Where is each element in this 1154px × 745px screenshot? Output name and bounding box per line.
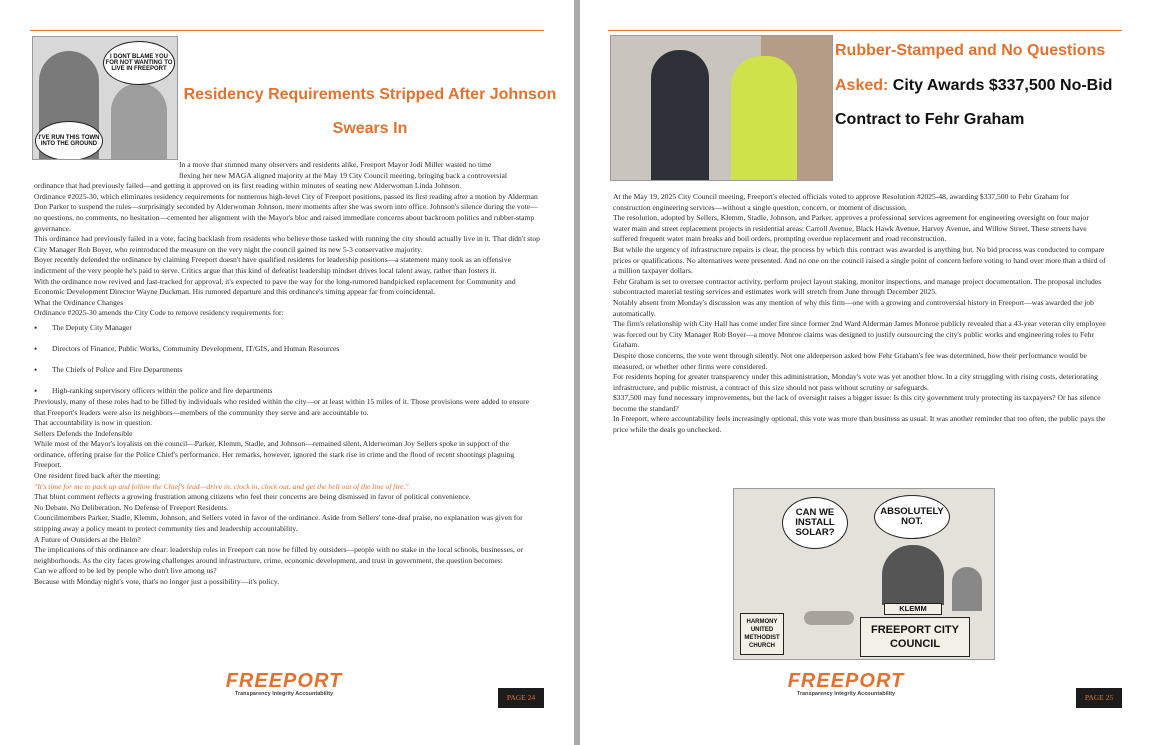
paragraph: Previously, many of these roles had to be filled by individuals who resided within the city—or at least within 15 miles of it. Those provisions were added to ensure that Freeport's leaders were also its neighbors—members of the community they serve and are accountable to. <box>34 396 529 417</box>
paragraph: One resident fired back after the meeting: <box>34 471 161 481</box>
subheading: What the Ordinance Changes <box>34 297 124 307</box>
paragraph: Councilmembers Parker, Stadle, Klemm, Johnson, and Sellers voted in favor of the ordinance. Aside from Sellers' tone-deaf praise, no explanation was given for stripping away a policy meant to protect community ties and leadership accountability. <box>34 513 523 534</box>
photo-officials-walking <box>610 35 833 181</box>
paragraph: ordinance that had previously failed—and getting it approved on its first reading within minutes of seating new Alderwoman Linda Johnson. <box>34 181 462 191</box>
man-in-safety-vest-figure <box>731 56 797 181</box>
paragraph: That blunt comment reflects a growing frustration among citizens who feel their concerns are being dismissed in favor of political convenience. <box>34 492 471 502</box>
list-item: • Directors of Finance, Public Works, Community Development, IT/GIS, and Human Resources <box>34 344 540 365</box>
article-body-residency <box>34 160 540 588</box>
paragraph: The resolution, adopted by Sellers, Klemm, Stadle, Johnson, and Parker, approves a professional services agreement for engineering oversight on four major water main and street replacement projects in residential areas: Carroll Avenue, Black Hawk Avenue, Harvey Avenue, and Willow Street. These streets have suffered frequent water main breaks and boil orders, prompting overdue replacement and road reconstruction. <box>613 213 1089 244</box>
bullet-list <box>34 323 540 397</box>
top-rule <box>608 30 1122 31</box>
paragraph: In a move that stunned many observers and residents alike, Freeport Mayor Jodi Miller wasted no time <box>179 160 492 169</box>
paragraph: While most of the Mayor's loyalists on the council—Parker, Klemm, Stadle, and Johnson—remained silent, Alderwoman Joy Sellers spoke in support of the ordinance, offering praise for the Police Chief's performance. Her remarks, however, ignored the stark rise in crime and the flood of recent shootings plaguing Freeport. <box>34 439 515 470</box>
paragraph: $337,500 may fund necessary improvements, but the lack of oversight raises a bigger issue: Is this city government truly protecting its taxpayers? Or has silence become the standard? <box>613 393 1101 413</box>
speech-bubble-top: I DONT BLAME YOU FOR NOT WANTING TO LIVE IN FREEPORT <box>103 41 175 85</box>
list-item: • High-ranking supervisory officers within the police and fire departments <box>34 386 540 397</box>
woman-figure <box>952 567 982 611</box>
paragraph: flexing her new MAGA aligned majority at the May 19 City Council meeting, bringing back a controversial <box>179 170 507 180</box>
paragraph: With the ordinance now revived and fast-tracked for approval, it's expected to pave the way for the long-rumored handpicked replacement for Community and Economic Development Director Wayne Duckman. His rumored departure and this ordinance's timing appear far from coincidental. <box>34 276 516 297</box>
page-25 <box>580 0 1154 745</box>
resident-arm <box>804 611 854 625</box>
page-number-badge: PAGE 24 <box>498 688 544 708</box>
paragraph: This ordinance had previously failed in a vote, facing backlash from residents who believe those tasked with running the city should actually live in it. That didn't stop City Manager Rob Boyer, who reintroduced the measure on the very night the council gained its new 5-3 conservative majority. <box>34 234 540 254</box>
logo-wordmark: FREEPORT <box>225 670 343 692</box>
paragraph: Notably absent from Monday's discussion was any mention of why this firm—one with a growing and controversial history in Freeport—was awarded the job automatically. <box>613 297 1094 318</box>
page-number-badge: PAGE 25 <box>1076 688 1122 708</box>
list-item: • The Deputy City Manager <box>34 323 540 344</box>
paragraph: Despite those concerns, the vote went through silently. Not one alderperson asked how Fehr Graham's fee was determined, how their performance would be measured, or whether other firms were considered. <box>613 350 1087 371</box>
church-sign: HARMONY UNITED METHODIST CHURCH <box>740 613 784 655</box>
top-rule <box>30 30 544 31</box>
article-body-contract <box>613 192 1107 436</box>
speech-bubble-solar: CAN WE INSTALL SOLAR? <box>782 497 848 549</box>
paragraph: For residents hoping for greater transparency under this administration, Monday's vote was yet another blow. In a city struggling with rising costs, deteriorating infrastructure, and public mistrust, a contract of this size should not pass without scrutiny or safeguards. <box>613 372 1098 392</box>
paragraph: The implications of this ordinance are clear: leadership roles in Freeport can now be filled by outsiders—people with no stake in the local schools, businesses, or neighborhoods. As the city faces growing challenges around infrastructure, crime, economic development, and trust in government, the question becomes: <box>34 545 524 565</box>
paragraph: The firm's relationship with City Hall has come under fire since former 2nd Ward Alderman James Monroe publicly revealed that a 43-year veteran city employee was forced out by City Manager Rob Boyer—a move Monroe claims was designed to justify outsourcing the city's public works and engineering roles to Fehr Graham. <box>613 319 1106 350</box>
subheading: No Debate. No Deliberation. No Defense of Freeport Residents. <box>34 502 229 512</box>
paragraph: At the May 19, 2025 City Council meeting, Freeport's elected officials voted to approve Resolution #2025-48, awarding $337,500 to Fehr Graham for construction engineering services—without a single question, concern, or moment of discussion. <box>613 192 1070 212</box>
logo-wordmark: FREEPORT <box>787 670 905 692</box>
headline-highlight: Rubber-Stamped and No Questions Asked: <box>835 42 1106 94</box>
paragraph: In Freeport, where accountability feels increasingly optional, this vote was more than business as usual. It was another reminder that too often, the public pays the price while the deals go unchecked. <box>613 414 1106 435</box>
headline-rest: City Awards $337,500 No-Bid Contract to Fehr Graham <box>835 76 1113 128</box>
klemm-nameplate: KLEMM <box>884 603 942 615</box>
logo-tagline: Transparency Integrity Accountability <box>796 691 896 697</box>
mayor-figure <box>111 83 167 160</box>
freeport-logo <box>776 670 916 697</box>
paragraph: Can we afford to be led by people who don't live among us? <box>34 566 217 576</box>
editorial-cartoon-solar <box>733 488 995 660</box>
subheading: A Future of Outsiders at the Helm? <box>34 534 141 544</box>
man-in-suit-figure <box>651 50 709 181</box>
page-24 <box>0 0 574 745</box>
headline-no-bid-contract <box>835 34 1125 138</box>
logo-tagline: Transparency Integrity Accountability <box>234 691 334 697</box>
editorial-cartoon-residency <box>32 36 178 160</box>
list-item: • The Chiefs of Police and Fire Departments <box>34 365 540 386</box>
paragraph: Fehr Graham is set to oversee contractor activity, perform project layout staking, monitor inspections, and manage project documentation. The proposal includes subcontracted material testing services and estimates work will stretch from June through December 2025. <box>613 276 1102 297</box>
resident-quote: "It's time for me to pack up and follow the Chief's lead—drive in, clock in, clock out, and get the hell out of the line of fire." <box>34 481 409 491</box>
headline-residency: Residency Requirements Stripped After Johnson Swears In <box>183 86 557 137</box>
paragraph: Ordinance #2025-30, which eliminates residency requirements for numerous high-level City of Freeport positions, passed its first reading after a motion by Alderman Don Parker to suspend the rules—surprisingly seconded by Alderwoman Johnson, mere moments after she was sworn into office. Johnson's silence during the vote—no questions, no comments, no hesitation—cemented her alignment with the Mayor's bloc and raised immediate concerns about backroom politics and rubber-stamp governance. <box>34 191 538 233</box>
council-desk-sign: FREEPORT CITY COUNCIL <box>860 617 970 657</box>
council-member-figure <box>882 545 944 605</box>
freeport-logo <box>214 670 354 697</box>
paragraph: That accountability is now in question. <box>34 418 153 428</box>
subheading: Sellers Defends the Indefensible <box>34 428 133 438</box>
speech-bubble-bottom: I'VE RUN THIS TOWN INTO THE GROUND <box>35 121 103 160</box>
paragraph: Ordinance #2025-30 amends the City Code to remove residency requirements for: <box>34 308 284 318</box>
paragraph: Because with Monday night's vote, that's no longer just a possibility—it's policy. <box>34 577 280 586</box>
paragraph: Boyer recently defended the ordinance by claiming Freeport doesn't have qualified residents for leadership positions—a statement many took as an offensive indictment of the very people he's paid to serve. Critics argue that this kind of defeatist leadership mindset drives local talent away, rather than fosters it. <box>34 255 511 275</box>
paragraph: But while the urgency of infrastructure repairs is clear, the process by which this contract was awarded is anything but. No bid process was conducted to compare prices or qualifications. No alternatives were presented. And no one on the council raised a single point of concern before voting to hand over more than a third of a million taxpayer dollars. <box>613 244 1106 276</box>
speech-bubble-no: ABSOLUTELY NOT. <box>874 495 950 539</box>
